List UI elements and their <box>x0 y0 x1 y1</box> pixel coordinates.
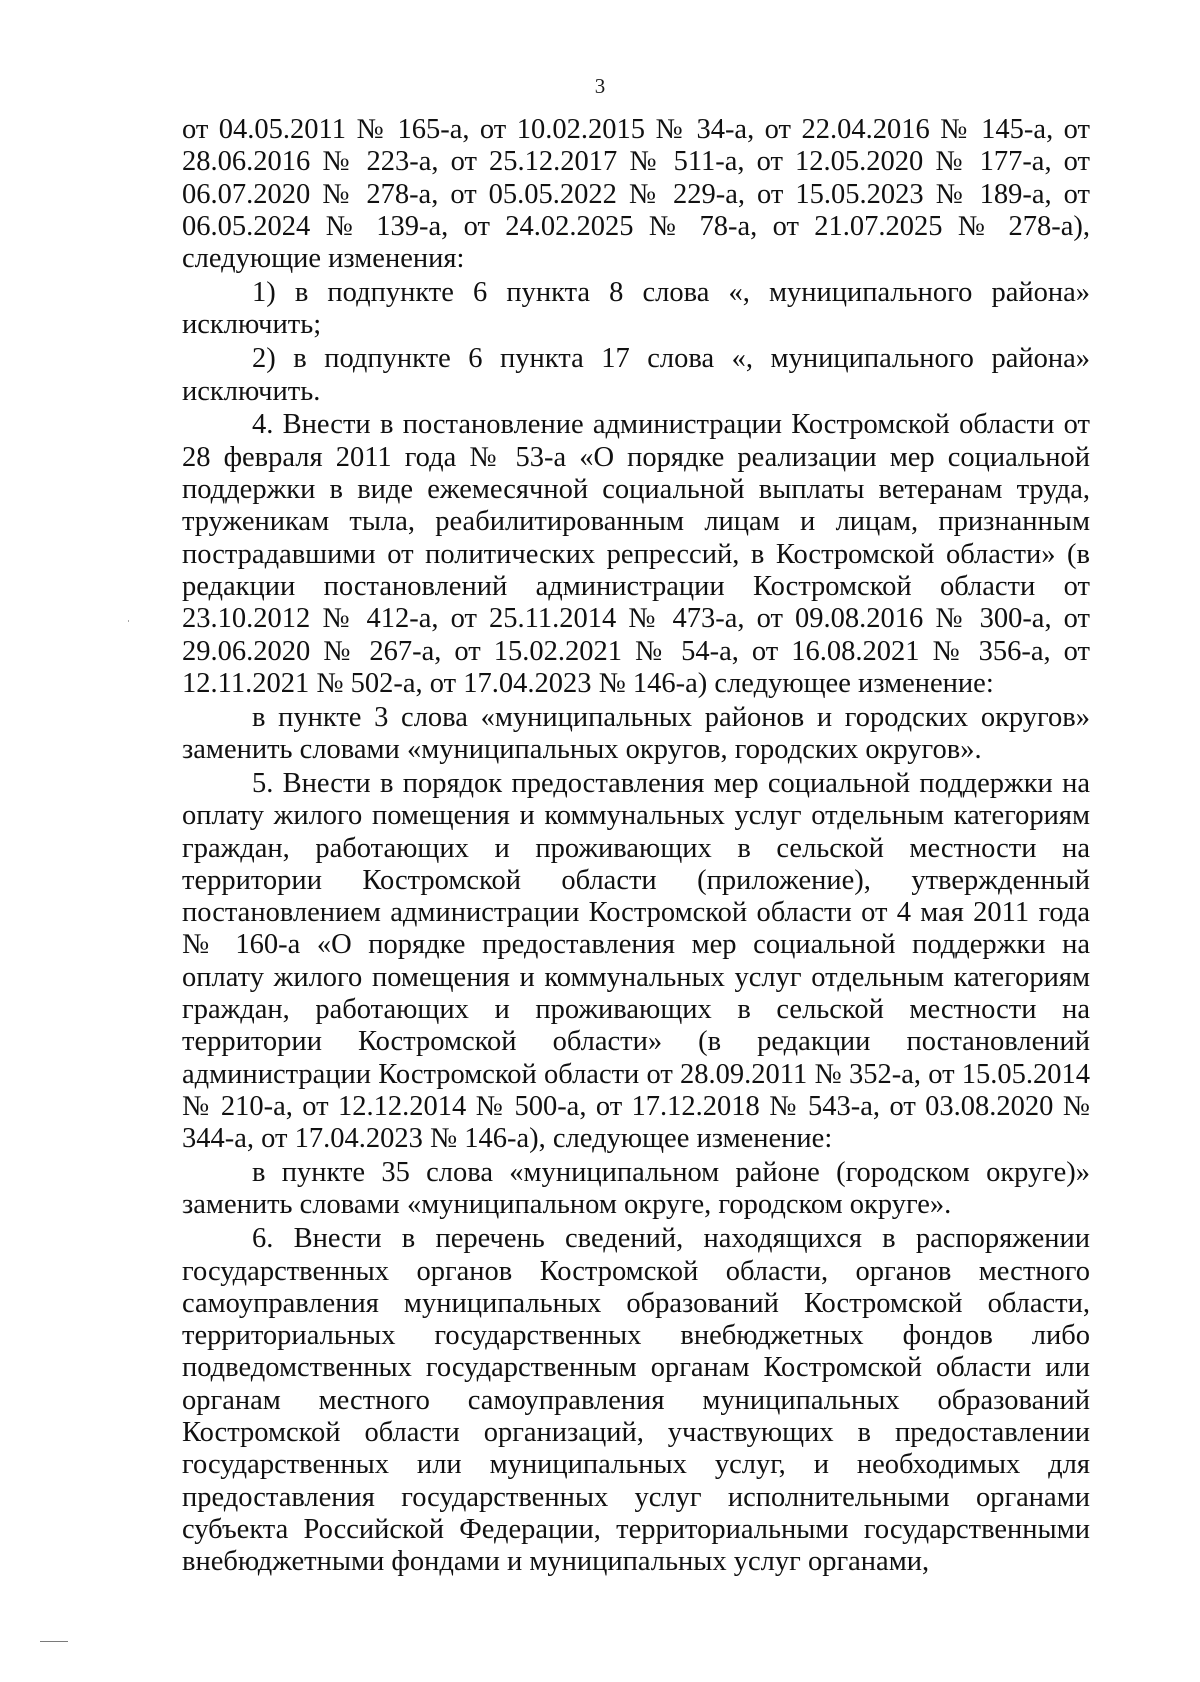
document-body <box>182 114 1090 1580</box>
paragraph: 6. Внести в перечень сведений, находящихся в распоряжении государственных органов Костромской области, органов местного самоуправления муниципальных образований Костромской области, территориальных государственных внебюджетных фондов либо подведомственных государственным органам Костромской области или органам местного самоуправления муниципальных образований Костромской области организаций, участвующих в предоставлении государственных или муниципальных услуг, и необходимых для предоставления государственных услуг исполнительными органами субъекта Российской Федерации, территориальными государственными внебюджетными фондами и муниципальных услуг органами, <box>182 1223 1090 1578</box>
page-number: 3 <box>594 74 606 98</box>
paragraph: 5. Внести в порядок предоставления мер социальной поддержки на оплату жилого помещения и коммунальных услуг отдельным категориям граждан, работающих и проживающих в сельской местности на территории Костромской области (приложение), утвержденный постановлением администрации Костромской области от 4 мая 2011 года № 160-а «О порядке предоставления мер социальной поддержки на оплату жилого помещения и коммунальных услуг отдельным категориям граждан, работающих и проживающих в сельской местности на территории Костромской области» (в редакции постановлений администрации Костромской области от 28.09.2011 № 352-а, от 15.05.2014 № 210-а, от 12.12.2014 № 500-а, от 17.12.2018 № 543-а, от 03.08.2020 № 344-а, от 17.04.2023 № 146-а), следующее изменение: <box>182 767 1090 1155</box>
paragraph: 2) в подпункте 6 пункта 17 слова «, муниципального района» исключить. <box>182 343 1090 407</box>
scan-artifact-mark <box>40 1641 68 1642</box>
paragraph: 1) в подпункте 6 пункта 8 слова «, муниципального района» исключить; <box>182 277 1090 341</box>
paragraph: 4. Внести в постановление администрации Костромской области от 28 февраля 2011 года № 53-а «О порядке реализации мер социальной поддержки в виде ежемесячной социальной выплаты ветеранам труда, труженикам тыла, реабилитированным лицам и лицам, признанным пострадавшими от политических репрессий, в Костромской области» (в редакции постановлений администрации Костромской области от 23.10.2012 № 412-а, от 25.11.2014 № 473-а, от 09.08.2016 № 300-а, от 29.06.2020 № 267-а, от 15.02.2021 № 54-а, от 16.08.2021 № 356-а, от 12.11.2021 № 502-а, от 17.04.2023 № 146-а) следующее изменение: <box>182 409 1090 699</box>
scan-artifact-mark <box>128 620 129 622</box>
paragraph: в пункте 3 слова «муниципальных районов и городских округов» заменить словами «муниципальных округов, городских округов». <box>182 701 1090 766</box>
paragraph: в пункте 35 слова «муниципальном районе (городском округе)» заменить словами «муниципальном округе, городском округе». <box>182 1157 1090 1221</box>
paragraph: от 04.05.2011 № 165-а, от 10.02.2015 № 34-а, от 22.04.2016 № 145-а, от 28.06.2016 № 223-а, от 25.12.2017 № 511-а, от 12.05.2020 № 177-а, от 06.07.2020 № 278-а, от 05.05.2022 № 229-а, от 15.05.2023 № 189-а, от 06.05.2024 № 139-а, от 24.02.2025 № 78-а, от 21.07.2025 № 278-а), следующие изменения: <box>182 114 1090 275</box>
